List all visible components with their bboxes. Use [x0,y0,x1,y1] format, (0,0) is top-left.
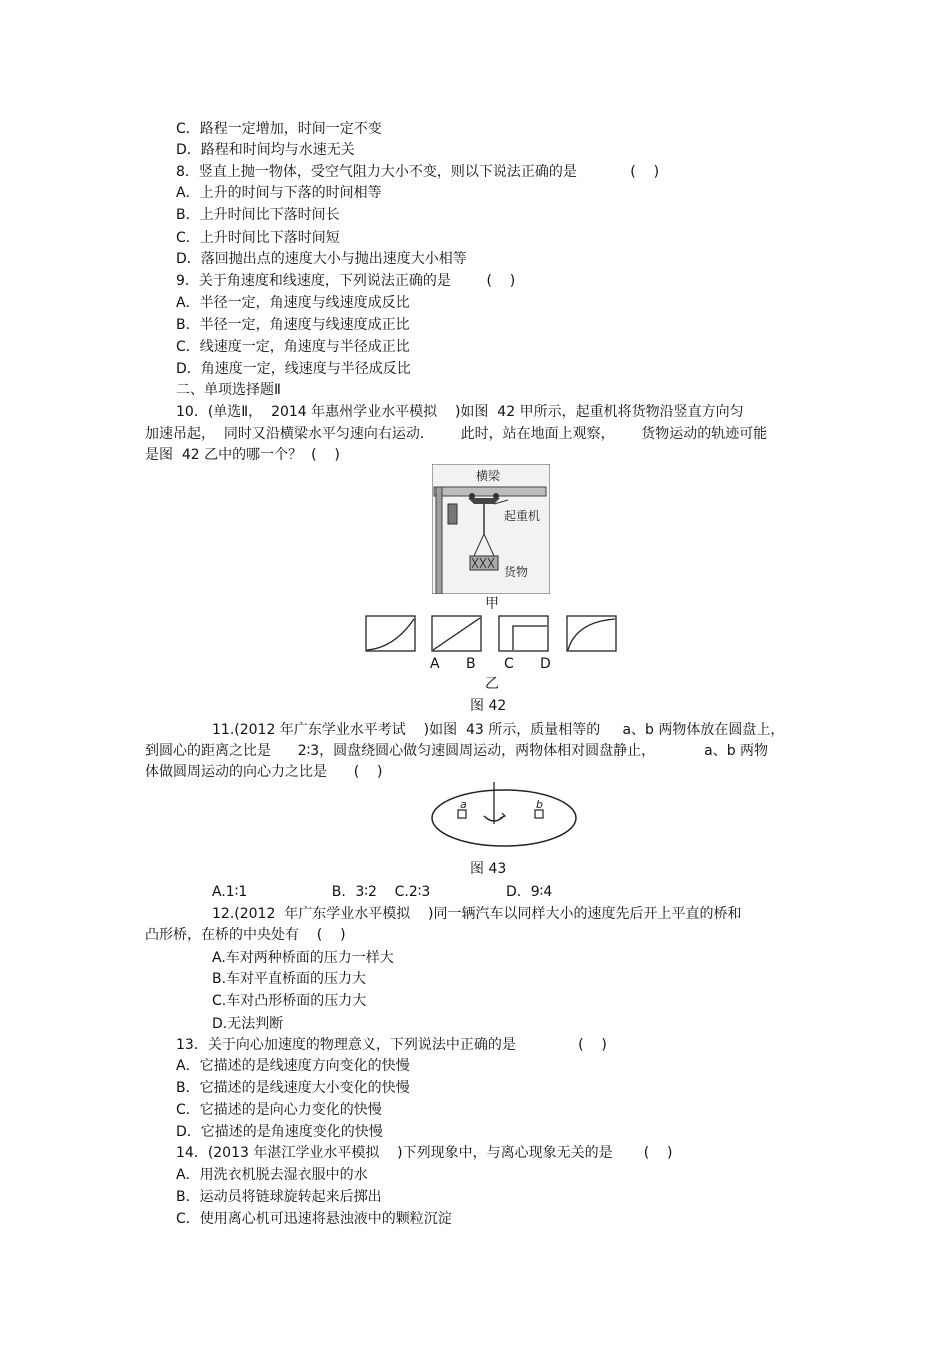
crane-diagram [432,464,550,594]
option-c-graph [499,616,548,651]
trajectory-options [364,614,620,654]
option-label-a: A [430,656,440,672]
label-yi: 乙 [485,676,499,692]
crane-label: 起重机 [504,509,541,523]
q14-option-c: C．使用离心机可迅速将悬浊液中的颗粒沉淀 [176,1211,452,1227]
q13-option-c: C．它描述的是向心力变化的快慢 [176,1102,382,1118]
text-line-1: C．路程一定增加，时间一定不变 [176,121,382,137]
question-12-line-2: 凸形桥，在桥的中央处有 ( ) [145,927,346,943]
q8-option-b: B．上升时间比下落时间长 [176,207,340,223]
post-shape [436,487,442,594]
figure-43-caption: 图 43 [470,861,507,877]
question-10-line-3: 是图 42 乙中的哪一个？ ( ) [145,447,340,463]
option-d-graph [567,616,616,651]
section-heading: 二、单项选择题Ⅱ [176,382,281,398]
q8-option-d: D．落回抛出点的速度大小与抛出速度大小相等 [176,251,467,267]
q14-option-b: B．运动员将链球旋转起来后掷出 [176,1189,382,1205]
disk-diagram [428,780,580,852]
option-label-c: C [504,656,514,672]
question-11-line-3: 体做圆周运动的向心力之比是 ( ) [145,764,383,780]
block-b [535,810,543,818]
q13-option-b: B．它描述的是线速度大小变化的快慢 [176,1080,410,1096]
q9-option-b: B．半径一定，角速度与线速度成正比 [176,317,410,333]
question-10-line-1: 10．(单选Ⅱ， 2014 年惠州学业水平模拟 )如图 42 甲所示，起重机将货物沿竖直方向匀 [176,404,744,420]
question-8: 8．竖直上抛一物体，受空气阻力大小不变，则以下说法正确的是 ( ) [176,164,660,180]
question-9: 9．关于角速度和线速度，下列说法正确的是 ( ) [176,273,516,289]
q12-option-a: A.车对两种桥面的压力一样大 [212,950,394,966]
option-label-b: B [466,656,476,672]
q12-option-d: D.无法判断 [212,1016,284,1032]
q12-option-b: B.车对平直桥面的压力大 [212,971,367,987]
option-b-graph [432,616,481,651]
q9-option-d: D．角速度一定，线速度与半径成反比 [176,361,411,377]
question-10-line-2: 加速吊起， 同时又沿横梁水平匀速向右运动． 此时，站在地面上观察， 货物运动的轨迹可能 [145,426,768,442]
question-11-line-2: 到圆心的距离之比是 2∶3，圆盘绕圆心做匀速圆周运动，两物体相对圆盘静止， a、b 两物 [145,743,769,759]
q13-option-a: A．它描述的是线速度方向变化的快慢 [176,1058,410,1074]
question-11-line-1: 11.(2012 年广东学业水平考试 )如图 43 所示，质量相等的 a、b 两物体放在圆盘上， [212,722,785,738]
beam-shape [434,487,546,496]
text-line-2: D．路程和时间均与水速无关 [176,142,355,158]
q11-options: A.1∶1 B．3∶2 C.2∶3 D．9∶4 [212,884,553,900]
option-a-graph [366,616,415,651]
question-14: 14．(2013 年湛江学业水平模拟 )下列现象中，与离心现象无关的是 ( ) [176,1145,673,1161]
q8-option-c: C．上升时间比下落时间短 [176,230,340,246]
label-b: b [536,798,543,811]
q9-option-c: C．线速度一定，角速度与半径成正比 [176,339,410,355]
q14-option-a: A．用洗衣机脱去湿衣服中的水 [176,1167,368,1183]
q12-option-c: C.车对凸形桥面的压力大 [212,993,367,1009]
q8-option-a: A．上升的时间与下落的时间相等 [176,185,382,201]
block-a [458,810,466,818]
figure-42-caption: 图 42 [470,698,507,714]
label-jia: 甲 [485,596,499,612]
label-a: a [460,798,467,811]
question-12-line-1: 12.(2012 年广东学业水平模拟 )同一辆汽车以同样大小的速度先后开上平直的桥和 [212,906,742,922]
beam-label: 横梁 [476,469,501,483]
question-13: 13．关于向心加速度的物理意义，下列说法中正确的是 ( ) [176,1037,607,1053]
cargo-label: 货物 [504,565,529,579]
q13-option-d: D．它描述的是角速度变化的快慢 [176,1124,383,1140]
option-label-d: D [540,656,551,672]
q9-option-a: A．半径一定，角速度与线速度成反比 [176,295,410,311]
